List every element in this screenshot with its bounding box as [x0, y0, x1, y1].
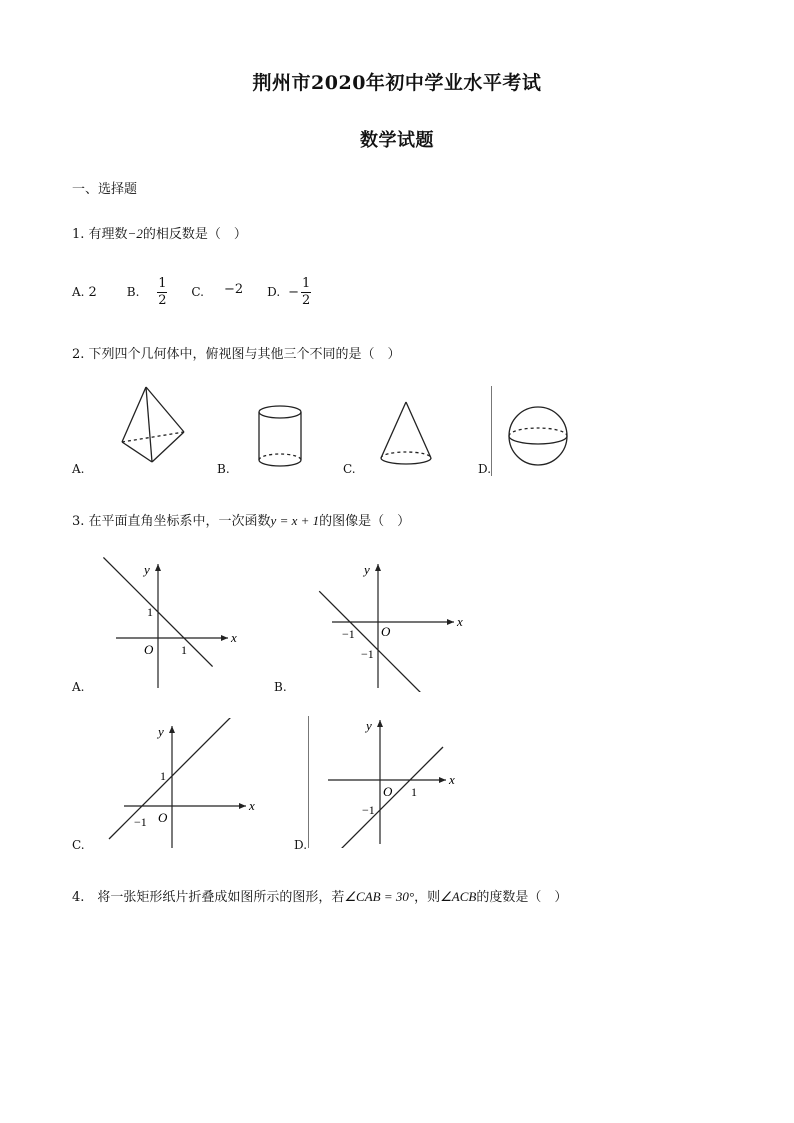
x-axis-arrow-b	[447, 619, 454, 625]
q3-stem-suffix: 的图像是（ ）	[319, 514, 411, 529]
question-3-stem	[72, 510, 410, 529]
y-axis-arrow-c	[169, 726, 175, 733]
q1-option-a-label: A.	[72, 285, 85, 299]
question-4-stem	[72, 886, 567, 905]
q1-option-b-label: B.	[126, 285, 140, 299]
question-2-stem: 2. 下列四个几何体中，俯视图与其他三个不同的是（ ）	[72, 347, 401, 362]
origin-label-b: O	[381, 624, 391, 639]
q1-option-c-value: −2	[223, 281, 244, 297]
graph-a	[100, 556, 250, 692]
q4-stem-suffix: 的度数是（ ）	[476, 890, 568, 905]
q3-option-d-label: D.	[294, 838, 308, 852]
q1-b-numerator: 1	[158, 275, 167, 291]
cylinder-icon	[254, 402, 306, 472]
q4-angle-acb: ∠ACB	[440, 889, 477, 904]
x-intercept-label-b: −1	[342, 627, 355, 641]
graph-c	[100, 718, 266, 850]
q1-option-d-fraction	[301, 276, 311, 309]
q1-option-c-label: C.	[191, 285, 204, 299]
q1-stem-prefix: 1. 有理数	[72, 227, 128, 242]
q1-d-denominator: 2	[301, 292, 311, 308]
q1-option-d-sign: −	[288, 284, 300, 300]
x-axis-arrow-d	[439, 777, 446, 783]
q3-option-b-label: B.	[274, 680, 287, 694]
question-1-stem	[72, 223, 247, 242]
graph-b	[312, 556, 476, 692]
origin-label-c: O	[158, 810, 168, 825]
y-axis-arrow-b	[375, 564, 381, 571]
x-axis-arrow-a	[221, 635, 228, 641]
q1-stem-value: −2	[127, 226, 143, 241]
figure-divider	[491, 386, 492, 476]
page-subtitle: 数学试题	[360, 130, 434, 151]
x-axis-arrow-c	[239, 803, 246, 809]
q2-option-a-label: A.	[72, 462, 85, 476]
q3-stem-prefix: 3. 在平面直角坐标系中，一次函数	[72, 514, 271, 529]
y-axis-arrow-a	[155, 564, 161, 571]
q1-option-a-value: 2	[88, 284, 97, 300]
y-intercept-label-c: 1	[160, 769, 166, 783]
figure-divider-2	[308, 716, 309, 848]
y-axis-arrow-d	[377, 720, 383, 727]
section-heading: 一、选择题	[72, 182, 138, 197]
q1-b-denominator: 2	[158, 292, 167, 308]
q2-option-d-label: D.	[478, 462, 492, 476]
q3-option-a-label: A.	[72, 680, 85, 694]
x-intercept-label-d: 1	[411, 785, 417, 799]
x-axis-label-b: x	[457, 614, 463, 629]
origin-label-a: O	[144, 642, 154, 657]
q4-stem-prefix: 4. 将一张矩形纸片折叠成如图所示的图形，若	[72, 890, 345, 905]
x-axis-label-d: x	[449, 772, 455, 787]
y-axis-label-a: y	[144, 562, 150, 577]
q4-angle-cab: ∠CAB = 30°	[344, 889, 415, 904]
q3-option-c-label: C.	[72, 838, 85, 852]
origin-label-d: O	[383, 784, 393, 799]
tetrahedron-icon	[118, 384, 190, 466]
graph-d	[318, 712, 462, 848]
sphere-icon	[506, 402, 570, 472]
q1-option-b-fraction	[157, 276, 167, 309]
y-axis-label-d: y	[366, 718, 372, 733]
y-intercept-label-b: −1	[361, 647, 374, 661]
x-intercept-label-c: −1	[134, 815, 147, 829]
y-axis-label-c: y	[158, 724, 164, 739]
y-axis-label-b: y	[364, 562, 370, 577]
x-axis-label-c: x	[249, 798, 255, 813]
q2-option-c-label: C.	[343, 462, 356, 476]
q1-stem-suffix: 的相反数是（ ）	[142, 227, 247, 242]
x-intercept-label-a: 1	[181, 643, 187, 657]
x-axis-label-a: x	[231, 630, 237, 645]
cone-icon	[376, 398, 436, 472]
y-intercept-label-d: −1	[362, 803, 375, 817]
q1-d-numerator: 1	[301, 275, 311, 291]
q2-option-b-label: B.	[217, 462, 230, 476]
y-intercept-label-a: 1	[147, 605, 153, 619]
q3-formula: y = x + 1	[270, 513, 320, 528]
question-1-options	[72, 272, 311, 312]
q1-option-d-label: D.	[267, 285, 281, 299]
page-title: 荆州市2020年初中学业水平考试	[252, 72, 542, 94]
q4-stem-mid: ，则	[414, 890, 441, 905]
